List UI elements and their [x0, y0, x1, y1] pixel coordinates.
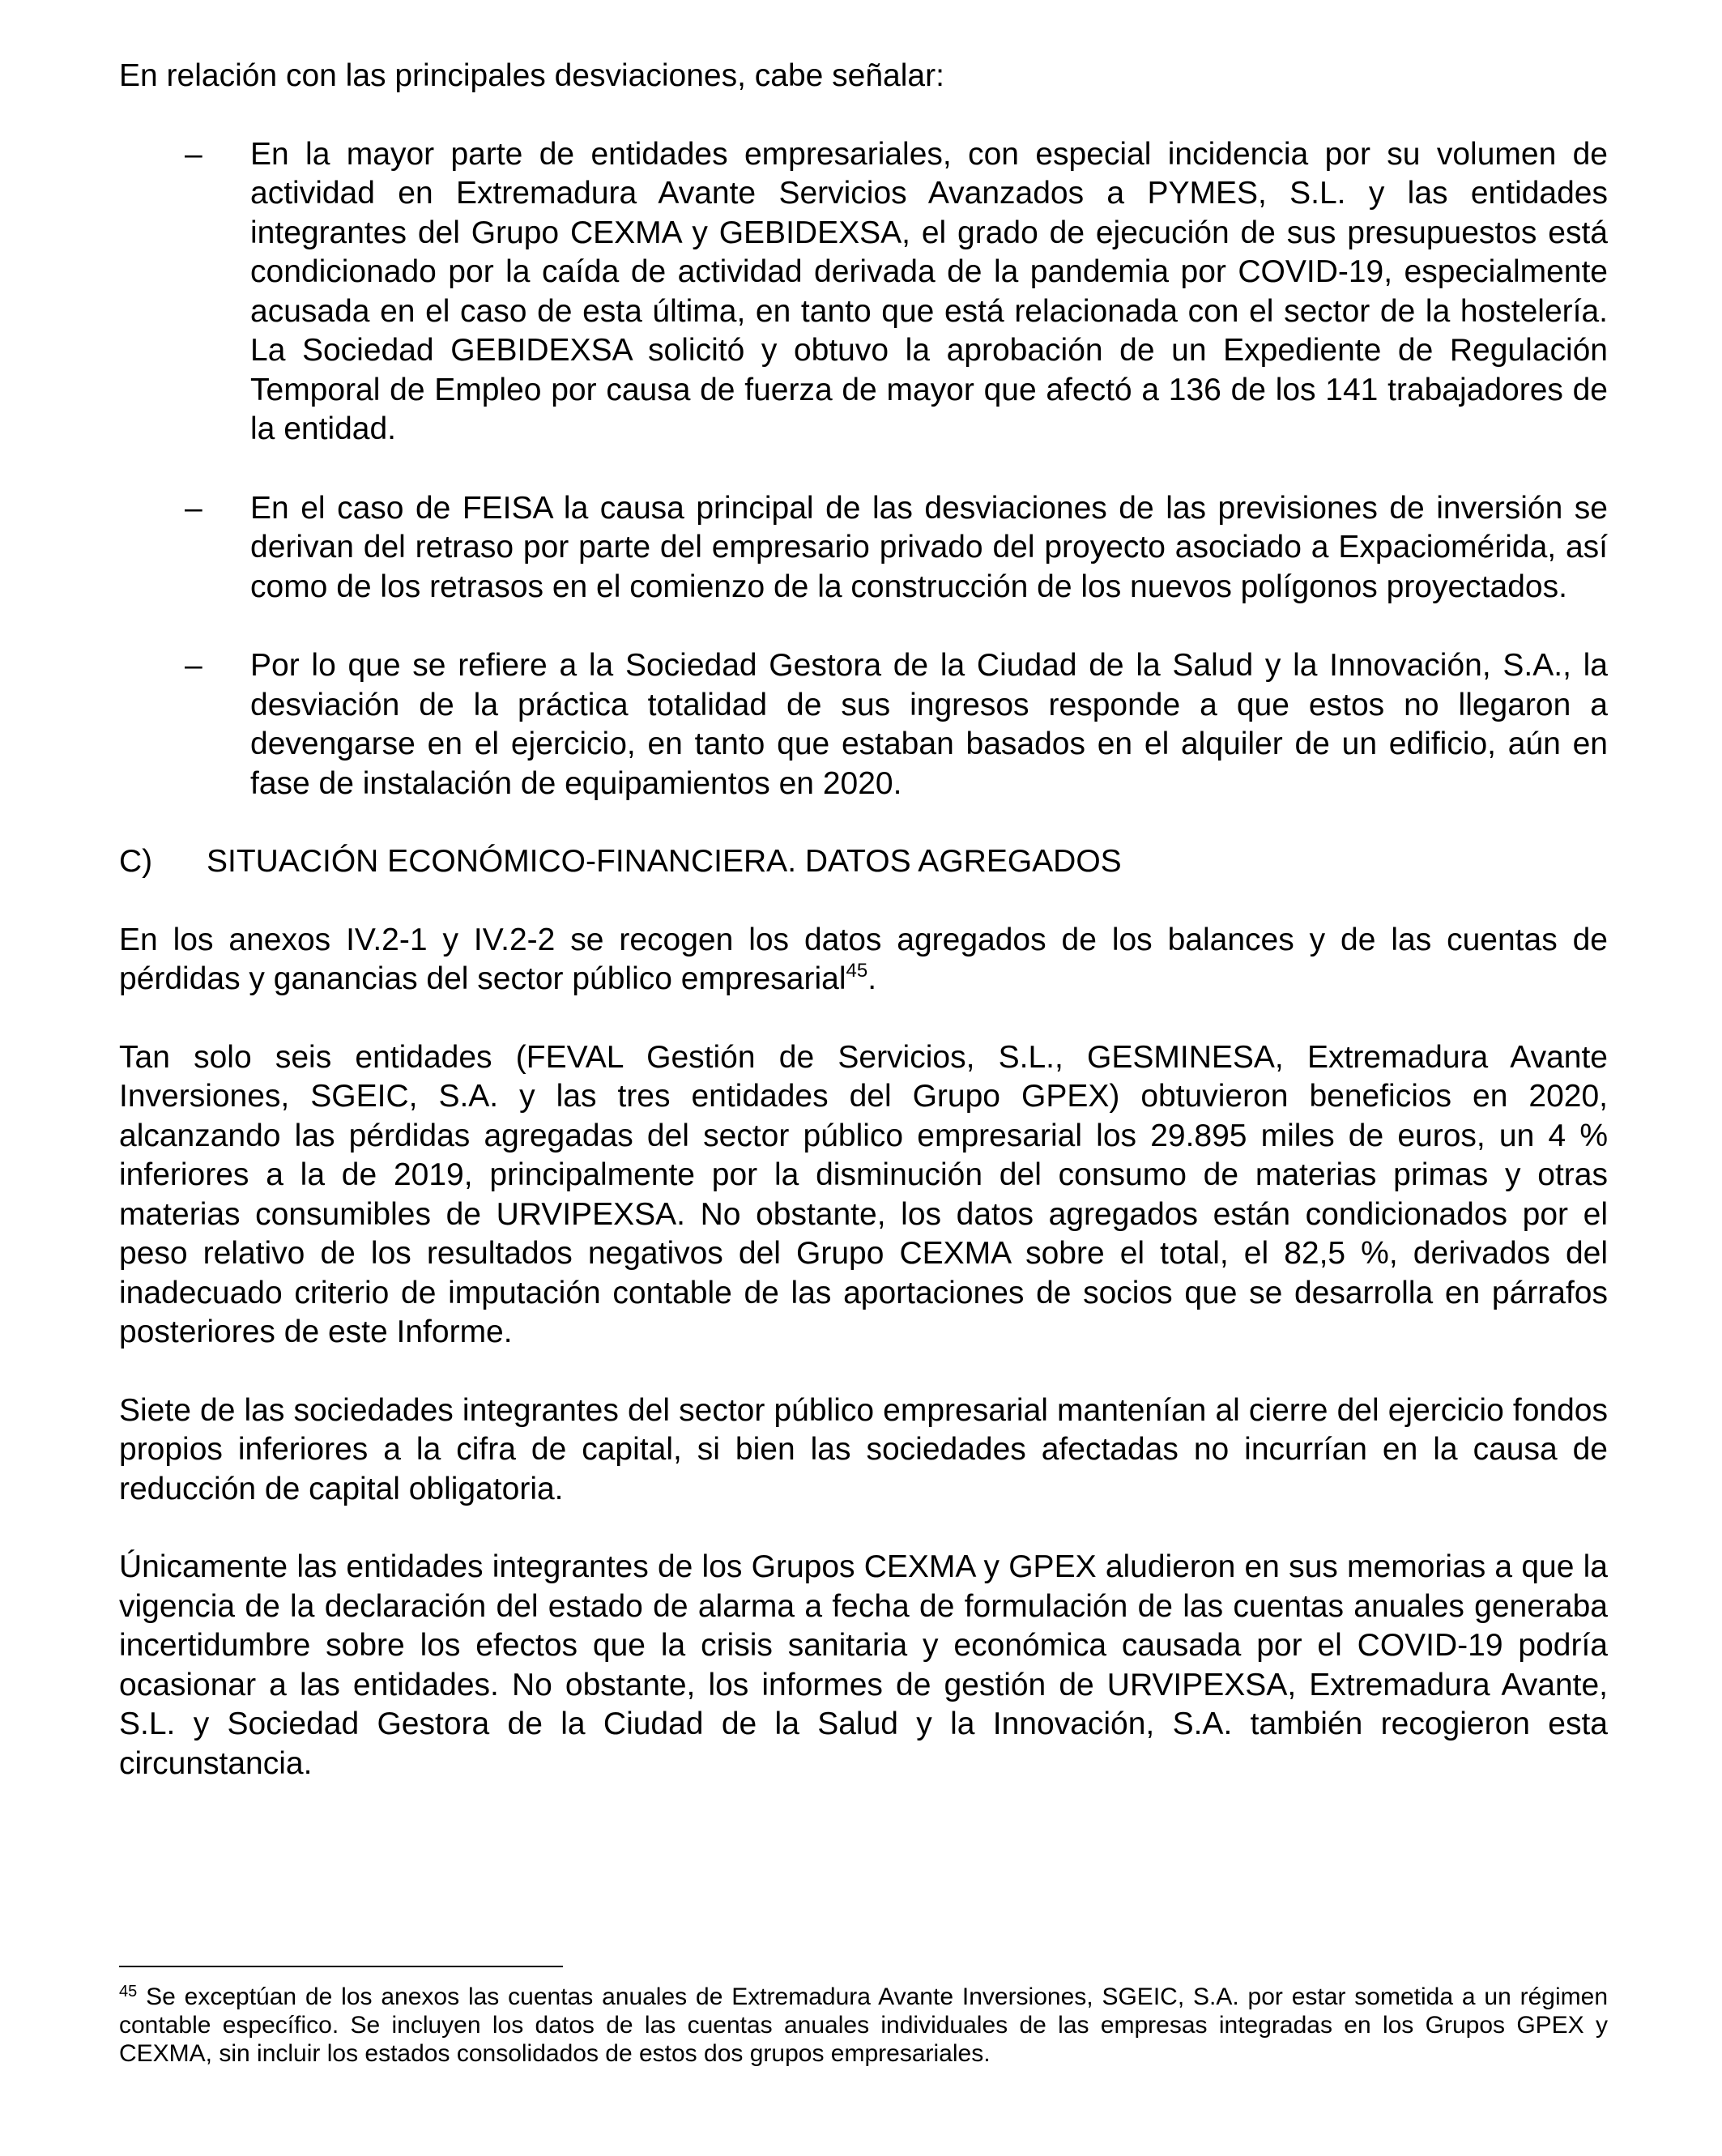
footnote-reference[interactable]: 45 — [846, 960, 868, 982]
dash-bullet-icon: – — [185, 648, 202, 683]
list-item-text: En el caso de FEISA la causa principal de las desviaciones de las previsiones de inversión se derivan del retraso por parte del empresario privado del proyecto asociado a Expaciomérida, así como de los retrasos en el comienzo de la construcción de los nuevos polígonos proyectados. — [250, 490, 1608, 604]
footnote-number: 45 — [119, 1983, 138, 2000]
footnote-text: Se exceptúan de los anexos las cuentas anuales de Extremadura Avante Inversiones, SGEIC, S.A. por estar sometida a un régimen contable específico. Se incluyen los datos de las cuentas anuales individuales de las empresas integradas en los Grupos GPEX y CEXMA, sin incluir los estados consolidados de estos dos grupos empresariales. — [119, 1983, 1609, 2067]
footnote-divider — [119, 1966, 563, 1967]
section-heading — [119, 842, 1608, 882]
list-item-text: Por lo que se refiere a la Sociedad Gestora de la Ciudad de la Salud y la Innovación, S.A., la desviación de la práctica totalidad de sus ingresos responde a que estos no llegaron a devengarse en el ejercicio, en tanto que estaban basados en el alquiler de un edificio, aún en fase de instalación de equipamientos en 2020. — [250, 648, 1608, 801]
footnote — [119, 1983, 1608, 2068]
section-title: SITUACIÓN ECONÓMICO-FINANCIERA. DATOS AGREGADOS — [207, 844, 1122, 879]
anexos-text: En los anexos IV.2-1 y IV.2-2 se recogen los datos agregados de los balances y de las cuentas de pérdidas y ganancias del sector público empresarial — [119, 922, 1608, 996]
dash-bullet-icon: – — [185, 490, 202, 526]
intro-paragraph: En relación con las principales desviaciones, cabe señalar: — [119, 58, 944, 93]
list-item — [119, 489, 1608, 607]
section-letter: C) — [119, 844, 153, 879]
body-paragraph: Únicamente las entidades integrantes de los Grupos CEXMA y GPEX aludieron en sus memorias a que la vigencia de la declaración del estado de alarma a fecha de formulación de las cuentas anuales generaba incertidumbre sobre los efectos que la crisis sanitaria y económica causada por el COVID-19 podría ocasionar a las entidades. No obstante, los informes de gestión de URVIPEXSA, Extremadura Avante, S.L. y Sociedad Gestora de la Ciudad de la Salud y la Innovación, S.A. también recogieron esta circunstancia. — [119, 1549, 1608, 1781]
body-paragraph: Tan solo seis entidades (FEVAL Gestión de Servicios, S.L., GESMINESA, Extremadura Avante Inversiones, SGEIC, S.A. y las tres entidades del Grupo GPEX) obtuvieron beneficios en 2020, alcanzando las pérdidas agregadas del sector público empresarial los 29.895 miles de euros, un 4 % inferiores a la de 2019, principalmente por la disminución del consumo de materias primas y otras materias consumibles de URVIPEXSA. No obstante, los datos agregados están condicionados por el peso relativo de los resultados negativos del Grupo CEXMA sobre el total, el 82,5 %, derivados del inadecuado criterio de imputación contable de las aportaciones de socios que se desarrolla en párrafos posteriores de este Informe. — [119, 1039, 1608, 1349]
list-item — [119, 646, 1608, 803]
anexos-end: . — [867, 961, 877, 996]
document-body — [119, 57, 1608, 1822]
list-item — [119, 135, 1608, 450]
body-paragraph: Siete de las sociedades integrantes del sector público empresarial mantenían al cierre del ejercicio fondos propios inferiores a la cifra de capital, si bien las sociedades afectadas no incurrían en la causa de reducción de capital obligatoria. — [119, 1392, 1608, 1506]
anexos-paragraph — [119, 921, 1608, 999]
deviations-list — [119, 135, 1608, 804]
list-item-text: En la mayor parte de entidades empresariales, con especial incidencia por su volumen de actividad en Extremadura Avante Servicios Avanzados a PYMES, S.L. y las entidades integrantes del Grupo CEXMA y GEBIDEXSA, el grado de ejecución de sus presupuestos está condicionado por la caída de actividad derivada de la pandemia por COVID-19, especialmente acusada en el caso de esta última, en tanto que está relacionada con el sector de la hostelería. La Sociedad GEBIDEXSA solicitó y obtuvo la aprobación de un Expediente de Regulación Temporal de Empleo por causa de fuerza de mayor que afectó a 136 de los 141 trabajadores de la entidad. — [250, 136, 1608, 446]
dash-bullet-icon: – — [185, 136, 202, 172]
